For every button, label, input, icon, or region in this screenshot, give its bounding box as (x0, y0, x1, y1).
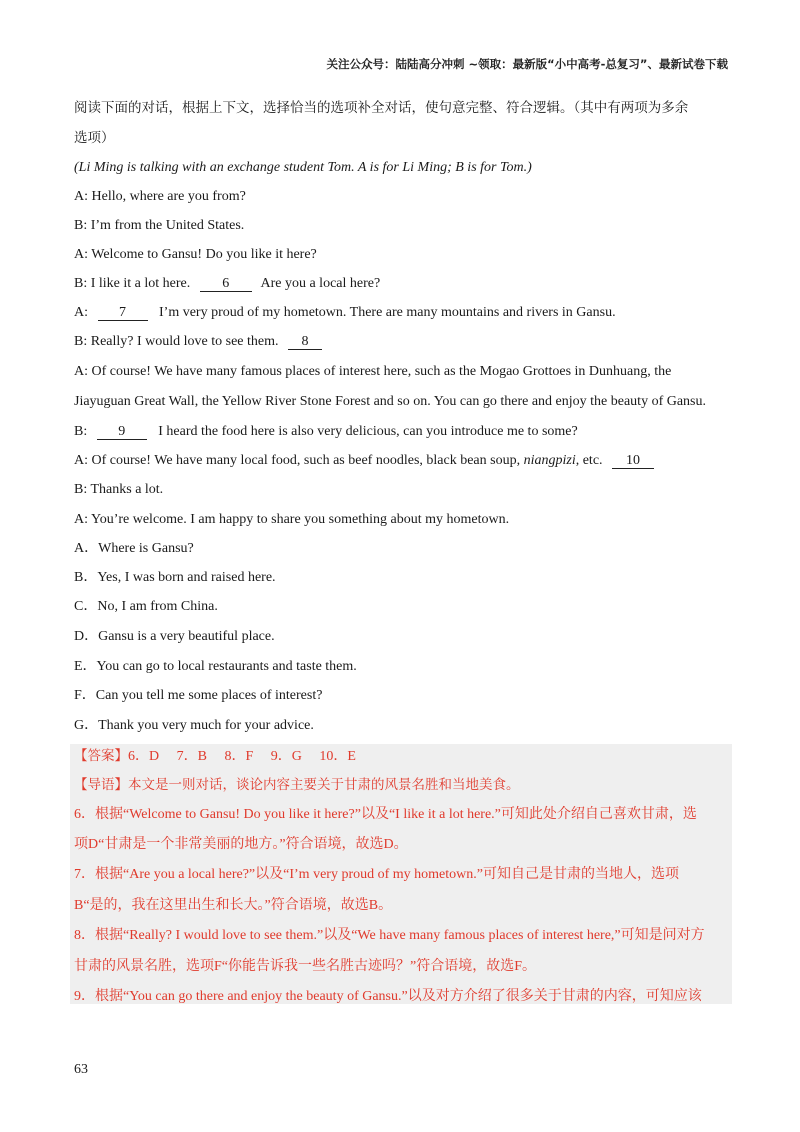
dialogue-text: B: (74, 424, 88, 439)
dialogue-text: B: I like it a lot here. (74, 276, 191, 291)
dialogue-line: B: Thanks a lot. (74, 482, 164, 497)
explanation-8-line-2: 甘肃的风景名胜，选项F“你能告诉我一些名胜古迹吗？”符合语境，故选F。 (74, 959, 536, 974)
dialogue-text: I heard the food here is also very delicious, can you introduce me to some? (158, 424, 578, 439)
header-note: 关注公众号：陆陆高分冲刺 ~领取：最新版“小中高考-总复习”、最新试卷下载 (326, 57, 728, 71)
option-b: B．Yes, I was born and raised here. (74, 570, 276, 585)
answer-line (74, 746, 356, 767)
answer-text: 6．D 7．B 8．F 9．G 10．E (128, 749, 356, 764)
explanation-6-line-1: 6．根据“Welcome to Gansu! Do you like it here?”以及“I like it a lot here.”可知此处介绍自己喜欢甘肃，选 (74, 807, 697, 822)
dialogue-line: A: Hello, where are you from? (74, 189, 246, 204)
page-number: 63 (74, 1062, 88, 1077)
option-a: A．Where is Gansu? (74, 541, 194, 556)
option-f: F．Can you tell me some places of interest? (74, 688, 323, 703)
guide-label: 【导语】 (74, 777, 128, 793)
dialogue-text: I’m very proud of my hometown. There are many mountains and rivers in Gansu. (159, 305, 616, 320)
dialogue-line: Jiayuguan Great Wall, the Yellow River Stone Forest and so on. You can go there and enjoy the beauty of Gansu. (74, 394, 707, 409)
explanation-7-line-1: 7．根据“Are you a local here?”以及“I’m very proud of my hometown.”可知自己是甘肃的当地人，选项 (74, 867, 679, 882)
instructions-line-2: 选项） (74, 130, 115, 146)
blank-9: 9 (97, 424, 147, 440)
dialogue-line (74, 303, 616, 323)
dialogue-line: A: Of course! We have many famous places of interest here, such as the Mogao Grottoes in Dunhuang, the (74, 364, 672, 379)
answer-label: 【答案】 (74, 748, 128, 764)
dialogue-line: A: You’re welcome. I am happy to share you something about my hometown. (74, 512, 510, 527)
blank-6: 6 (200, 276, 252, 292)
explanation-7-line-2: B“是的，我在这里出生和长大。”符合语境，故选B。 (74, 898, 393, 913)
context-note: (Li Ming is talking with an exchange student Tom. A is for Li Ming; B is for Tom.) (74, 160, 532, 175)
explanation-8-line-1: 8．根据“Really? I would love to see them.”以及“We have many famous places of interest here,”可知是问对方 (74, 928, 705, 943)
dialogue-text: , etc. (575, 453, 603, 468)
dialogue-line (74, 274, 380, 294)
dialogue-italic-word: niangpizi (523, 453, 576, 468)
explanation-9-line-1: 9．根据“You can go there and enjoy the beauty of Gansu.”以及对方介绍了很多关于甘肃的内容，可知应该 (74, 989, 702, 1004)
dialogue-line: B: I’m from the United States. (74, 218, 245, 233)
guide-text: 本文是一则对话，谈论内容主要关于甘肃的风景名胜和当地美食。 (128, 777, 520, 793)
option-c: C．No, I am from China. (74, 599, 218, 614)
dialogue-text: Are you a local here? (260, 276, 381, 291)
dialogue-line (74, 451, 654, 471)
instructions-line-1: 阅读下面的对话，根据上下文，选择恰当的选项补全对话，使句意完整、符合逻辑。（其中有两项为多余 (74, 100, 689, 116)
option-e: E．You can go to local restaurants and taste them. (74, 659, 357, 674)
dialogue-text: A: (74, 305, 88, 320)
dialogue-line: A: Welcome to Gansu! Do you like it here? (74, 247, 317, 262)
dialogue-line (74, 332, 322, 352)
blank-10: 10 (612, 453, 654, 469)
blank-7: 7 (98, 305, 148, 321)
explanation-6-line-2: 项D“甘肃是一个非常美丽的地方。”符合语境，故选D。 (74, 837, 408, 852)
dialogue-text: A: Of course! We have many local food, such as beef noodles, black bean soup, (74, 453, 521, 468)
dialogue-line (74, 422, 578, 442)
dialogue-text: B: Really? I would love to see them. (74, 334, 279, 349)
blank-8: 8 (288, 334, 322, 350)
option-d: D．Gansu is a very beautiful place. (74, 629, 275, 644)
guide-line (74, 775, 520, 795)
option-g: G．Thank you very much for your advice. (74, 718, 314, 733)
